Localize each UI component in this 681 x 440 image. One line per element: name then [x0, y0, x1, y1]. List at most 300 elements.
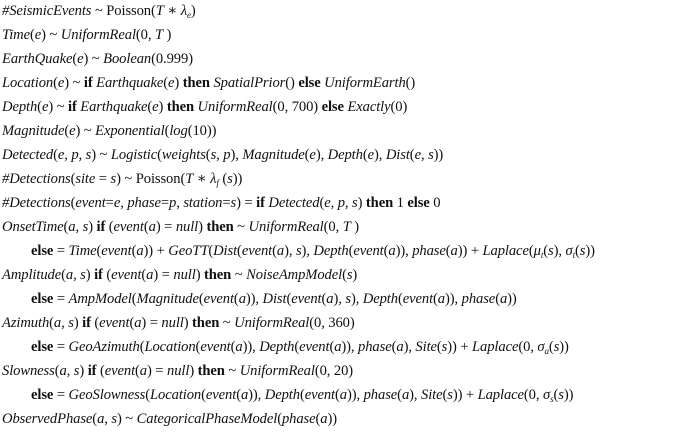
token: s [352, 195, 358, 211]
token: ∗ [193, 171, 211, 187]
model-line [2, 97, 407, 117]
token: UniformReal [248, 219, 324, 235]
keyword: then [204, 267, 235, 283]
token: a [136, 243, 144, 259]
token: phase [358, 339, 392, 355]
model-line [2, 121, 216, 141]
token: λ [210, 171, 217, 187]
token: ( [342, 267, 347, 283]
token: s [345, 291, 351, 307]
token: ( [208, 243, 214, 259]
token: ( [233, 291, 239, 307]
keyword: if [96, 219, 109, 235]
token: ( [72, 51, 78, 67]
keyword: if [82, 315, 95, 331]
token: ( [129, 315, 135, 331]
token: )) [563, 387, 574, 403]
token: ( [64, 123, 70, 139]
token: Location [150, 387, 202, 403]
token: ( [272, 243, 277, 259]
token: event [203, 291, 234, 307]
token: a [134, 315, 142, 331]
token: ( [319, 195, 325, 211]
token: ) ~ [83, 51, 104, 67]
model-line [2, 313, 355, 333]
token: ( [218, 171, 228, 187]
token: #SeismicEvents [2, 3, 92, 19]
keyword: if [256, 195, 269, 211]
token: ~ [222, 315, 235, 331]
token: ( [277, 411, 282, 427]
token: s [82, 219, 89, 235]
token: μ [533, 243, 541, 259]
token: CategoricalPhaseModel [136, 411, 278, 427]
keyword: if [67, 99, 81, 115]
token: ( [99, 363, 105, 379]
token: ( [574, 243, 580, 259]
token: Depth [259, 339, 295, 355]
token: ) [85, 267, 95, 283]
token: event [200, 339, 231, 355]
token: ) ~ [48, 99, 68, 115]
token: Laplace [477, 387, 524, 403]
token: Exactly [347, 99, 391, 115]
token: s [68, 315, 74, 331]
token: , [78, 147, 86, 163]
token: ( [108, 219, 114, 235]
token: Location [2, 75, 54, 91]
token: ( [195, 339, 201, 355]
token: s [110, 171, 117, 187]
token: (0, [523, 387, 543, 403]
token: ∗ [163, 3, 181, 19]
keyword: if [83, 75, 97, 91]
token: null [173, 267, 196, 283]
token: ( [205, 147, 211, 163]
token: (0, [135, 27, 155, 43]
token: GeoAzimuth [68, 339, 140, 355]
token: phase [461, 291, 496, 307]
token: Time [68, 243, 97, 259]
token: ) = [147, 363, 167, 379]
model-line [2, 409, 337, 429]
token: ( [495, 291, 500, 307]
token: p [169, 195, 177, 211]
token: = [95, 171, 111, 187]
token: ( [201, 387, 206, 403]
token: AmpModel [68, 291, 132, 307]
token: e [34, 27, 42, 43]
token: ), [315, 147, 328, 163]
token: ( [321, 291, 327, 307]
token: ), [374, 147, 386, 163]
token: )) [232, 171, 243, 187]
keyword: else [31, 291, 57, 307]
model-line [2, 217, 359, 237]
token: s [579, 243, 586, 259]
token: (0, 360) [309, 315, 355, 331]
token: ObservedPhase [2, 411, 93, 427]
keyword: then [206, 219, 238, 235]
subscript: a [544, 346, 549, 356]
token: Site [415, 339, 437, 355]
token: ) [183, 315, 193, 331]
token: ( [94, 315, 100, 331]
token: Laplace [482, 243, 529, 259]
token: ) ~ [75, 123, 96, 139]
token: ) [190, 3, 196, 19]
token: ( [49, 315, 54, 331]
token: ( [553, 387, 559, 403]
token: )), [341, 339, 359, 355]
token: ), [350, 291, 363, 307]
token: s [428, 147, 434, 163]
token: ( [436, 339, 442, 355]
subscript: e [186, 10, 191, 20]
token: σ [537, 339, 545, 355]
keyword: then [192, 315, 223, 331]
token: a [388, 243, 396, 259]
token: GeoTT [168, 243, 209, 259]
token: , [66, 363, 74, 379]
token: ) [88, 219, 97, 235]
token: s [295, 243, 302, 259]
token: Depth [362, 291, 398, 307]
token: Earthquake [80, 99, 148, 115]
token: s [80, 267, 86, 283]
subscript: t [540, 250, 544, 260]
token: ( [53, 147, 58, 163]
token: )) [585, 243, 595, 259]
token: T [155, 3, 164, 19]
token: T [185, 171, 194, 187]
token: phase [281, 411, 316, 427]
token: a [450, 243, 458, 259]
token: ( [61, 267, 66, 283]
token: null [161, 315, 184, 331]
token: ) [357, 195, 366, 211]
token: a [437, 291, 445, 307]
token: UniformReal [197, 99, 273, 115]
model-line [2, 169, 242, 189]
token: ), [301, 243, 314, 259]
token: a [65, 267, 74, 283]
token: (0, [323, 219, 343, 235]
token: ( [63, 219, 69, 235]
token: = [105, 195, 114, 211]
token: () [285, 75, 299, 91]
token: a [148, 219, 156, 235]
token: phase [412, 243, 446, 259]
token: (0) [390, 99, 408, 115]
token: ~ [228, 363, 240, 379]
token: , [120, 195, 128, 211]
token: event [113, 219, 144, 235]
token: T [154, 27, 163, 43]
token: e [57, 75, 65, 91]
token: ( [335, 387, 340, 403]
token: e [41, 99, 49, 115]
keyword: else [31, 243, 57, 259]
token: ) = [155, 219, 176, 235]
model-line [2, 193, 440, 213]
token: )) + [452, 387, 478, 403]
token: null [167, 363, 190, 379]
token: e [414, 147, 421, 163]
token: p [71, 147, 79, 163]
token: ( [543, 243, 548, 259]
token: ( [145, 387, 151, 403]
model-line [2, 265, 357, 285]
token: )) + [447, 339, 473, 355]
token: ) [198, 219, 207, 235]
token: s [447, 387, 453, 403]
token: σ [565, 243, 573, 259]
token: e [113, 195, 121, 211]
token: log [169, 123, 188, 139]
token: ) = [153, 267, 174, 283]
token: )) [559, 339, 569, 355]
token: a [139, 363, 147, 379]
token: EarthQuake [2, 51, 73, 67]
token: )) [327, 411, 338, 427]
token: ) [79, 363, 88, 379]
model-line [31, 337, 569, 357]
token: p [337, 195, 345, 211]
subscript: t [572, 250, 575, 260]
token: NoiseAmpModel [246, 267, 343, 283]
token: , [420, 147, 429, 163]
token: event [402, 291, 434, 307]
token: s [230, 195, 237, 211]
token: site [75, 171, 96, 187]
token: () [405, 75, 416, 91]
token: ) = [236, 195, 257, 211]
token: ), [284, 243, 296, 259]
token: )) + [143, 243, 169, 259]
token: event [353, 243, 384, 259]
token: ( [53, 75, 58, 91]
token: UniformEarth [324, 75, 406, 91]
token: e [309, 147, 316, 163]
token: ( [409, 147, 415, 163]
token: Time [2, 27, 30, 43]
token: ( [131, 243, 137, 259]
keyword: then [197, 363, 229, 379]
token: s [210, 147, 217, 163]
token: Dist [213, 243, 238, 259]
token: event [205, 387, 237, 403]
token: ( [92, 411, 98, 427]
token: a [499, 291, 508, 307]
token: event [99, 315, 130, 331]
token: s [553, 339, 560, 355]
token: T [342, 219, 351, 235]
token: ( [131, 291, 137, 307]
token: ( [397, 387, 402, 403]
token: ( [54, 363, 60, 379]
token: )), [242, 339, 260, 355]
model-line [2, 49, 193, 69]
token: event [241, 243, 273, 259]
token: )) [507, 291, 517, 307]
token: )), [445, 291, 462, 307]
model-line [2, 361, 353, 381]
token: phase [127, 195, 161, 211]
token: λ [180, 3, 187, 19]
token: Exponential [95, 123, 165, 139]
token: , [61, 315, 69, 331]
token: UniformReal [234, 315, 310, 331]
keyword: else [321, 99, 348, 115]
token: null [175, 219, 199, 235]
token: ( [299, 387, 305, 403]
token: (0.999) [151, 51, 193, 67]
token: a [276, 243, 285, 259]
token: ), [553, 243, 566, 259]
token: ( [362, 147, 368, 163]
model-line [2, 1, 196, 21]
keyword: if [87, 363, 100, 379]
token: ) [189, 363, 198, 379]
token: ), [403, 339, 416, 355]
token: station [183, 195, 223, 211]
token: e [69, 123, 76, 139]
keyword: then [182, 75, 214, 91]
token: ( [548, 339, 554, 355]
token: ( [147, 99, 153, 115]
token: phase [363, 387, 398, 403]
token: s [441, 339, 448, 355]
token: a [238, 291, 246, 307]
token: σ [542, 387, 551, 403]
token: ( [237, 243, 242, 259]
token: Laplace [472, 339, 519, 355]
token: Depth [264, 387, 300, 403]
token: Dist [262, 291, 287, 307]
token: ( [236, 387, 241, 403]
token: ( [230, 339, 236, 355]
token: ) [350, 219, 360, 235]
token: Depth [2, 99, 38, 115]
token: a [68, 219, 76, 235]
token: = [56, 243, 69, 259]
token: ) [352, 267, 358, 283]
token: , [344, 195, 353, 211]
token: ( [391, 339, 397, 355]
token: ( [37, 99, 42, 115]
token: a [53, 315, 62, 331]
token: , [73, 267, 81, 283]
token: s [227, 171, 233, 187]
token: = [160, 195, 170, 211]
token: Logistic [110, 147, 158, 163]
token: )) + [457, 243, 483, 259]
token: s [548, 243, 554, 259]
token: ~ [234, 267, 247, 283]
token: Azimuth [2, 315, 50, 331]
token: , [75, 219, 83, 235]
token: ) ~ [41, 27, 61, 43]
model-line [31, 385, 573, 405]
token: ( [329, 339, 335, 355]
token: (0, 700) [272, 99, 322, 115]
keyword: then [365, 195, 397, 211]
token: ( [70, 171, 76, 187]
token: (10)) [187, 123, 217, 139]
token: event [75, 195, 106, 211]
token: UniformReal [239, 363, 315, 379]
token: )), [346, 387, 364, 403]
keyword: else [407, 195, 434, 211]
token: Detected [268, 195, 320, 211]
token: ( [198, 291, 204, 307]
token: ( [286, 291, 292, 307]
token: ( [348, 243, 354, 259]
token: ( [164, 123, 170, 139]
token: ( [433, 291, 438, 307]
token: UniformReal [60, 27, 136, 43]
token: ( [383, 243, 389, 259]
token: ) [163, 27, 172, 43]
token: e [367, 147, 374, 163]
token: ~ Poisson( [91, 3, 156, 19]
token: e [57, 147, 65, 163]
token: OnsetTime [2, 219, 64, 235]
token: Dist [385, 147, 410, 163]
token: Amplitude [2, 267, 62, 283]
token: ), [333, 291, 346, 307]
token: ) [158, 99, 167, 115]
token: s [111, 411, 117, 427]
token: ) ~ [64, 75, 84, 91]
token: ) [195, 267, 204, 283]
token: event [291, 291, 322, 307]
token: a [235, 339, 243, 355]
token: Magnitude [242, 147, 305, 163]
token: ( [163, 75, 169, 91]
token: e [152, 99, 159, 115]
token: 1 [396, 195, 408, 211]
token: ( [294, 339, 300, 355]
model-line [31, 289, 517, 309]
subscript: s [550, 394, 554, 404]
keyword: if [94, 267, 107, 283]
token: Boolean [103, 51, 152, 67]
token: Earthquake [96, 75, 164, 91]
keyword: else [31, 387, 57, 403]
token: )), [395, 243, 413, 259]
token: ( [445, 243, 451, 259]
token: p [223, 147, 231, 163]
token: )), [248, 387, 265, 403]
token: ( [397, 291, 403, 307]
token: Slowness [2, 363, 55, 379]
token: SpatialPrior [213, 75, 286, 91]
token: a [339, 387, 347, 403]
token: e [324, 195, 331, 211]
token: ) [73, 315, 83, 331]
keyword: else [298, 75, 325, 91]
token: )) [433, 147, 444, 163]
token: ), [230, 147, 243, 163]
keyword: then [166, 99, 198, 115]
token: Depth [327, 147, 363, 163]
token: event [299, 339, 330, 355]
token: )), [245, 291, 263, 307]
token: ) [174, 75, 183, 91]
token: event [304, 387, 336, 403]
